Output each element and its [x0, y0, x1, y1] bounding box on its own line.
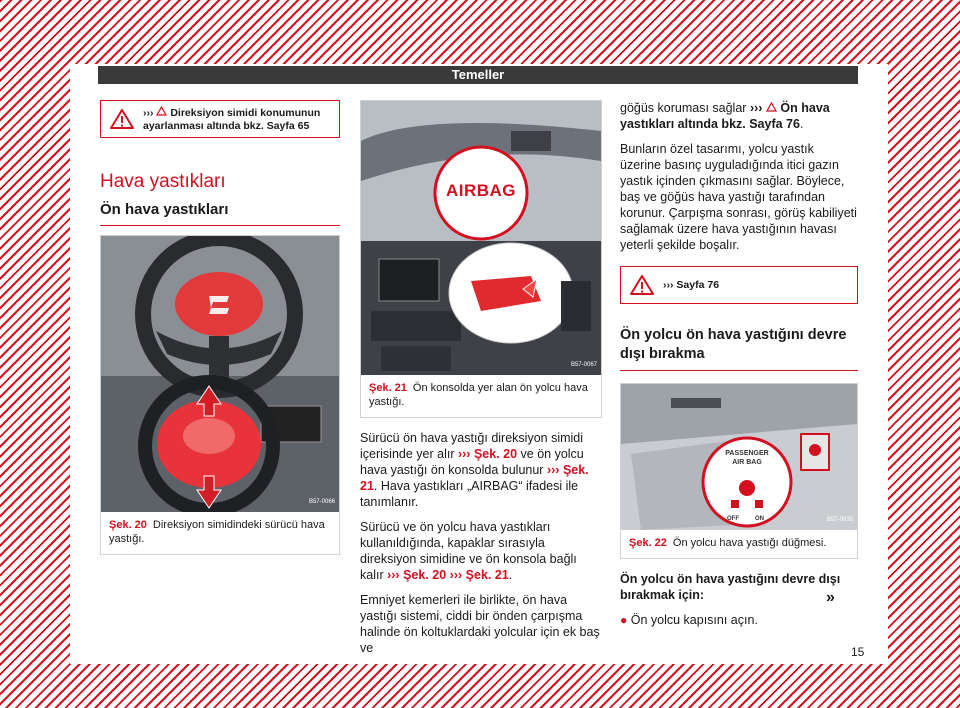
section-title: Hava yastıkları [100, 171, 226, 192]
image-code: B57-0035 [826, 517, 853, 523]
warning-text [143, 106, 339, 133]
text: göğüs koruması sağlar [620, 101, 747, 115]
warning-icon [101, 108, 143, 130]
text: Sürücü ve ön yolcu hava yastıkları kullanıldığında, kapaklar sırasıyla direksiyon simidine ve ön konsola bağlı kalır [360, 520, 577, 582]
figure-passenger-airbag-switch [620, 383, 858, 559]
figure-caption-text: Ön yolcu hava yastığı düğmesi. [672, 537, 827, 549]
figure-label: Şek. 21 [369, 382, 407, 394]
figure-label: Şek. 20 [109, 519, 147, 531]
panel-label-line2: AIR BAG [732, 459, 762, 466]
ref-arrows: ››› [546, 463, 560, 477]
warning-small-icon [156, 106, 167, 116]
page-header: Temeller [98, 66, 858, 84]
ref-arrows: ››› [749, 101, 763, 115]
ref-arrows: ››› [449, 568, 463, 582]
warning-reference[interactable]: Ön hava yastıkları altında bkz. Sayfa 76 [620, 101, 830, 131]
warning-box [620, 266, 858, 304]
warning-icon [621, 274, 663, 296]
ref-arrows: ››› [457, 447, 471, 461]
bullet-icon: ● [620, 613, 628, 627]
figure-link[interactable]: Şek. 20 [473, 447, 518, 461]
figure-link[interactable]: Şek. 20 [403, 568, 447, 582]
paragraph: Emniyet kemerleri ile birlikte, ön hava yastığı sistemi, ciddi bir önden çarpışma halinde ön koltuklardaki yolcular için ek baş ve [360, 593, 600, 655]
warning-reference[interactable]: Sayfa 76 [676, 278, 720, 291]
figure-caption [101, 512, 339, 554]
ref-arrows: ››› [663, 278, 674, 291]
airbag-label: AIRBAG [445, 181, 517, 200]
figure-link[interactable]: Şek. 21 [465, 568, 509, 582]
ref-arrows: ››› [387, 568, 400, 582]
bullet-text: Ön yolcu kapısını açın. [630, 613, 758, 627]
dashboard-image [361, 101, 601, 375]
airbag-switch-image [621, 384, 857, 530]
subsection-title: Ön hava yastıkları [100, 201, 229, 218]
figure-label: Şek. 22 [629, 537, 667, 549]
text: Sürücü ön hava yastığı direksiyon simidi içerisinde yer alır [360, 431, 584, 461]
warning-box [100, 100, 340, 138]
column-left [100, 100, 340, 555]
figure-caption [621, 530, 857, 558]
subsection-title: Ön yolcu ön hava yastığını devre dışı bırakma [620, 327, 847, 362]
column-right [620, 100, 858, 628]
off-label: OFF [727, 516, 739, 522]
warning-text [663, 279, 719, 292]
on-label: ON [755, 516, 764, 522]
text: . Hava yastıkları „AIRBAG“ ifadesi ile tanımlanır. [360, 479, 579, 509]
paragraph [360, 430, 602, 510]
ref-arrows: ››› [143, 106, 154, 119]
column-middle [360, 100, 602, 665]
list-item [620, 612, 858, 628]
paragraph [620, 100, 858, 132]
paragraph: Bunların özel tasarımı, yolcu yastık üzerine basınç uyguladığında itici gazın yastık içinden çıkmasını sağlar. Böylece, baş ve göğüs hava yastığı tarafından korunur. Çarpışma sonrası, görüş kabiliyeti sağlamak üzere hava yastığının havası yeterli şekilde boşalır. [620, 142, 857, 252]
text: ve ön yolcu hava yastığı ön konsolda bulunur [360, 447, 584, 477]
page-number: 15 [851, 645, 865, 659]
text: . [799, 117, 804, 131]
text: . [508, 568, 513, 582]
image-code: B57-0067 [570, 362, 597, 368]
figure-caption-text: Ön konsolda yer alan ön yolcu hava yastığı. [369, 382, 588, 408]
continue-marker: » [826, 589, 835, 606]
image-code: B57-0066 [308, 499, 335, 505]
steering-wheel-image [101, 236, 339, 512]
paragraph [360, 519, 602, 583]
step-title: Ön yolcu ön hava yastığını devre dışı bırakmak için: [620, 572, 841, 602]
warning-small-icon [766, 102, 777, 112]
warning-reference[interactable]: Direksiyon simidi konumunun ayarlanması altında bkz. Sayfa 65 [143, 106, 321, 132]
figure-dashboard [360, 100, 602, 418]
figure-steering-wheel [100, 235, 340, 555]
figure-link[interactable]: Şek. 21 [360, 463, 589, 493]
figure-caption-text: Direksiyon simidindeki sürücü hava yastığı. [109, 519, 325, 545]
panel-label-line1: PASSENGER [725, 450, 769, 457]
figure-caption [361, 375, 601, 417]
